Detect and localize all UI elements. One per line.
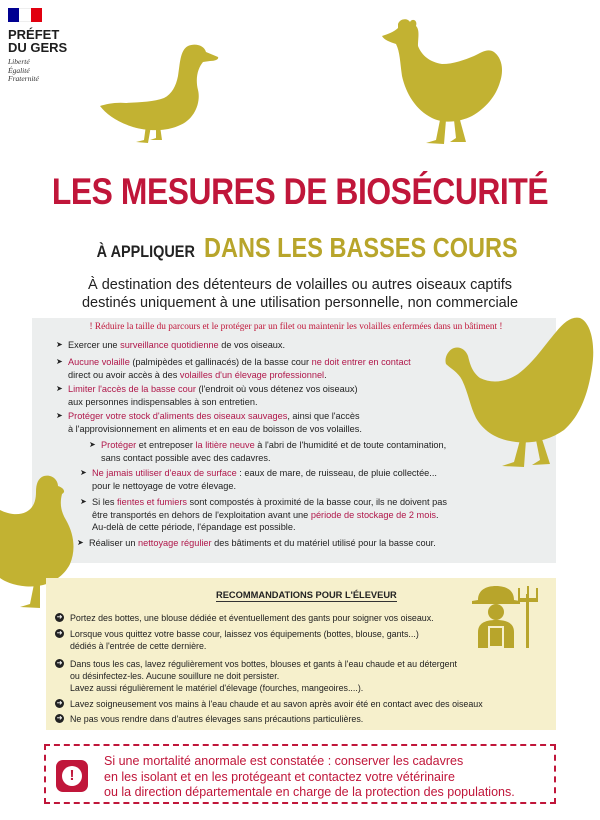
- alert-text: [104, 754, 544, 801]
- measure-text: sans contact possible avec des cadavres.: [101, 452, 271, 463]
- measure-highlight: nettoyage régulier: [138, 538, 212, 548]
- recommendation-text: dédiés à l'entrée de cette dernière.: [70, 641, 207, 651]
- arrow-icon: ➤: [80, 468, 87, 477]
- measure-text: Si les: [92, 497, 118, 507]
- recommendation-text: Ne pas vous rendre dans d'autres élevages sans précautions particulières.: [70, 714, 364, 724]
- measure-text: direct ou avoir accès à des: [68, 369, 180, 380]
- measure-text: (palmipèdes et gallinacés) de la basse cour: [129, 357, 312, 367]
- measure-highlight: Protéger: [101, 440, 137, 450]
- org-line-2: DU GERS: [8, 40, 68, 55]
- page-subtitle: [88, 232, 577, 264]
- recommendation-text: Portez des bottes, une blouse dédiée et éventuellement des gants pour soigner vos oiseaux.: [70, 613, 434, 623]
- farmer-icon: [470, 584, 550, 650]
- motto-egalite: Égalité: [8, 65, 30, 75]
- measure-text: sont compostés à proximité de la basse cour, ils ne doivent pas: [187, 497, 447, 507]
- motto-fraternite: Fraternité: [8, 74, 39, 83]
- arrow-icon: ➤: [56, 357, 63, 366]
- recommendation-text: Lorsque vous quittez votre basse cour, laissez vos équipements (bottes, blouse, gants...): [70, 629, 419, 639]
- measure-text: à l'abri de l'humidité et de toute contamination,: [254, 440, 447, 450]
- measure-highlight: surveillance quotidienne: [120, 340, 219, 350]
- measure-item: [56, 410, 468, 435]
- motto: [8, 58, 98, 84]
- measure-item: [56, 339, 468, 352]
- recommendation-item: [56, 713, 470, 725]
- measure-highlight: la litière neuve: [195, 440, 255, 450]
- recommendations-title: RECOMMANDATIONS POUR L'ÉLEVEUR: [216, 590, 397, 600]
- measure-text: Réaliser un: [89, 538, 139, 548]
- measure-item: [80, 467, 492, 492]
- recommendation-text: Dans tous les cas, lavez régulièrement vos bottes, blouses et gants à l'eau chaude et au détergent: [70, 659, 458, 669]
- measure-highlight: Limiter l'accès de la basse cour: [68, 384, 196, 394]
- measure-text: .: [324, 369, 327, 380]
- measure-text: et entreposer: [136, 440, 196, 450]
- recommendation-text: Lavez aussi régulièrement le matériel d'élevage (fourches, mangeoires....).: [70, 683, 364, 693]
- arrow-icon: ➤: [80, 497, 87, 506]
- recommendation-item: [56, 628, 470, 652]
- recommendation-text: ou désinfectez-les. Aucune souillure ne doit persister.: [70, 671, 280, 681]
- measure-text: pour le nettoyage de votre élevage.: [92, 480, 237, 491]
- arrow-icon: ➤: [56, 411, 63, 420]
- exclamation-icon: !: [56, 760, 88, 792]
- recommendation-item: [56, 698, 530, 710]
- arrow-icon: ➤: [56, 384, 63, 393]
- arrow-circle-icon: ➜: [56, 660, 63, 667]
- arrow-circle-icon: ➜: [56, 700, 63, 707]
- measure-text: à l'approvisionnement en aliments et en eau de boisson de vos volailles.: [68, 423, 362, 434]
- alert-line-2: en les isolant et en les protégeant et contactez votre vétérinaire: [104, 769, 455, 784]
- measure-highlight: fientes et fumiers: [117, 497, 187, 507]
- intro-text: [40, 276, 560, 312]
- recommendation-text: Lavez soigneusement vos mains à l'eau chaude et au savon après avoir été en contact avec des oiseaux: [70, 699, 483, 709]
- org-line-1: PRÉFET: [8, 27, 60, 42]
- flag-icon: [8, 8, 42, 22]
- arrow-circle-icon: ➜: [56, 715, 63, 722]
- recommendation-item: [56, 658, 510, 694]
- arrow-circle-icon: ➜: [56, 630, 63, 637]
- measure-item: [77, 537, 509, 550]
- measure-text: être transportés en dehors de l'exploitation avant une: [92, 509, 311, 520]
- warning-text: ! Réduire la taille du parcours et le protéger par un filet ou maintenir les volailles enfermées dans un bâtiment !: [89, 322, 503, 332]
- measure-item: [56, 383, 468, 408]
- measure-text: , ainsi que l'accès: [287, 411, 360, 421]
- recommendation-item: [56, 612, 470, 624]
- measure-text: aux personnes indispensables à son entretien.: [68, 396, 258, 407]
- measure-text: : eaux de mare, de ruisseau, de pluie collectée...: [236, 468, 437, 478]
- measure-text: (l'endroit où vous détenez vos oiseaux): [195, 384, 358, 394]
- hen-icon: [378, 14, 508, 149]
- prefecture-logo: [8, 8, 98, 84]
- measure-highlight: Ne jamais utiliser d'eaux de surface: [92, 468, 237, 478]
- intro-line-1: À destination des détenteurs de volailles ou autres oiseaux captifs: [88, 277, 512, 293]
- org-name: [8, 28, 98, 54]
- measure-highlight: Protéger votre stock d'aliments des oiseaux sauvages: [68, 411, 288, 421]
- measure-text: Au-delà de cette période, l'épandage est possible.: [92, 522, 296, 532]
- motto-liberte: Liberté: [8, 57, 30, 66]
- arrow-icon: ➤: [56, 340, 63, 349]
- intro-line-2: destinés uniquement à une utilisation personnelle, non commerciale: [81, 295, 519, 311]
- arrow-circle-icon: ➜: [56, 614, 63, 621]
- measure-item: [56, 356, 468, 381]
- measure-text: des bâtiments et du matériel utilisé pour la basse cour.: [211, 538, 436, 548]
- measure-item: [80, 496, 502, 534]
- measure-item: [89, 439, 501, 464]
- measure-text: Exercer une: [68, 340, 121, 350]
- arrow-icon: ➤: [77, 538, 84, 547]
- measure-text: de vos oiseaux.: [218, 340, 286, 350]
- subtitle-prefix: À APPLIQUER: [96, 242, 195, 261]
- alert-line-3: ou la direction départementale en charge de la protection des populations.: [104, 785, 515, 799]
- page-title: LES MESURES DE BIOSÉCURITÉ: [51, 171, 549, 212]
- measure-text: .: [435, 509, 439, 520]
- measure-highlight: période de stockage de 2 mois: [310, 509, 436, 520]
- duck-icon: [92, 40, 232, 145]
- measure-highlight: volailles d'un élevage professionnel: [179, 369, 325, 380]
- subtitle-main: DANS LES BASSES COURS: [204, 232, 518, 263]
- measure-highlight: Aucune volaille: [68, 357, 130, 367]
- alert-line-1: Si une mortalité anormale est constatée : conserver les cadavres: [104, 754, 464, 768]
- arrow-icon: ➤: [89, 440, 96, 449]
- measure-highlight: ne doit entrer en contact: [311, 357, 411, 367]
